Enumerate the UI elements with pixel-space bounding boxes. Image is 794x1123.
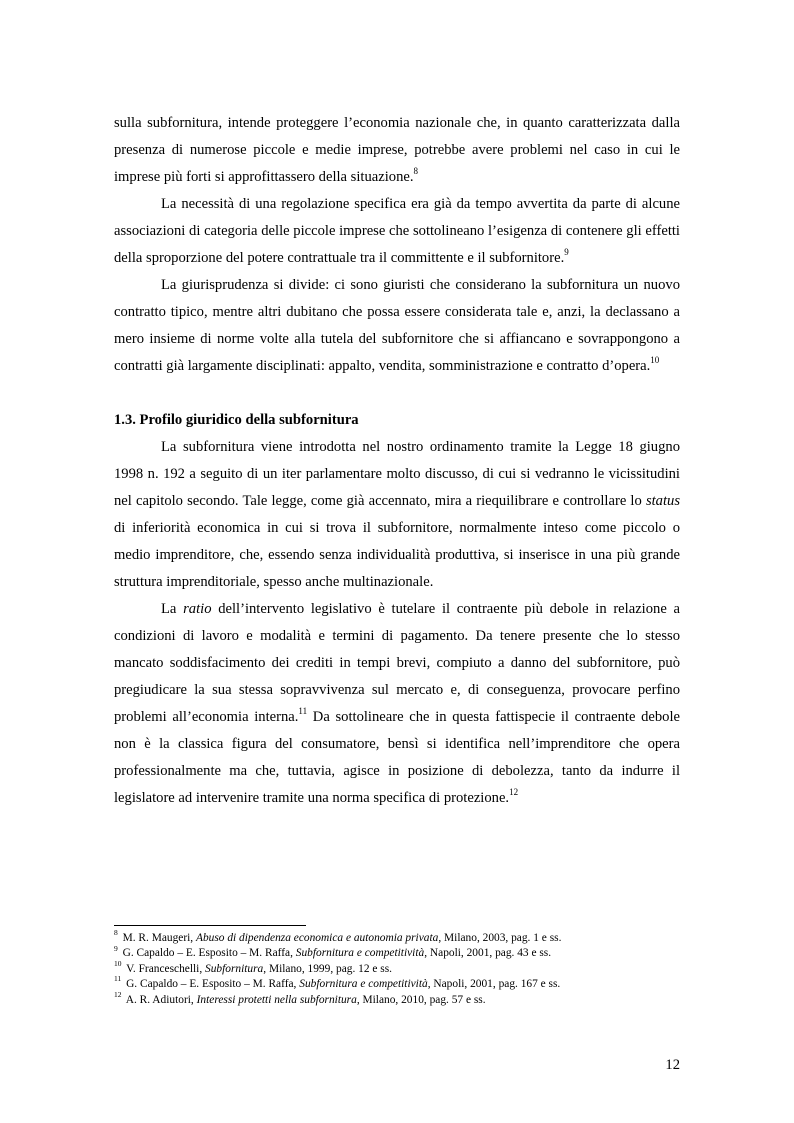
footnote: $^8$ M. R. Maugeri, Abuso di dipendenza economica e autonomia privata, Milano, 2003, pag. 1 e ss. xyxy=(114,928,562,944)
footnote-separator xyxy=(114,925,306,926)
footnote: $^9$ G. Capaldo – E. Esposito – M. Raffa, Subfornitura e competitività, Napoli, 2001, pag. 43 e ss. xyxy=(114,943,552,960)
page-number: 12 xyxy=(665,1057,680,1073)
footnote-ref: 8 xyxy=(413,166,418,177)
footnote: $^{12}$ A. R. Adiutori, Interessi protetti nella subfornitura, Milano, 2010, pag. 57 e ss. xyxy=(114,989,486,1006)
footnote-ref: 10 xyxy=(650,355,660,366)
footnote-ref: 11 xyxy=(298,706,308,717)
footnote-ref: 12 xyxy=(509,787,519,798)
paragraph-continued: sulla subfornitura, intende proteggere l’economia nazionale che, in quanto caratterizzata dalla presenza di numerose piccole e medie imprese, potrebbe avere problemi nel caso in cui le imprese più forti si approfittassero della situazione.$^8$ xyxy=(114,115,680,185)
main-body-text xyxy=(114,110,680,812)
footnote-ref: 9 xyxy=(564,247,569,258)
footnote: $^{11}$ G. Capaldo – E. Esposito – M. Raffa, Subfornitura e competitività, Napoli, 2001, pag. 167 e ss. xyxy=(114,974,561,991)
paragraph: La giurisprudenza si divide: ci sono giuristi che considerano la subfornitura un nuovo contratto tipico, mentre altri dubitano che possa essere considerata tale e, anzi, la declassano a mero insieme di norme volte alla tutela del subfornitore che si affiancano e sovrappongono a contratti già largamente disciplinati: appalto, vendita, somministrazione e contratto d’opera.$^{10}$ xyxy=(114,277,680,374)
footnotes xyxy=(114,928,680,1008)
footnote: $^{10}$ V. Franceschelli, Subfornitura, Milano, 1999, pag. 12 e ss. xyxy=(114,959,393,975)
section-heading: 1.3. Profilo giuridico della subfornitura xyxy=(114,412,359,428)
paragraph: La ratio dell’intervento legislativo è tutelare il contraente più debole in relazione a condizioni di lavoro e modalità e termini di pagamento. Da tenere presente che lo stesso mancato soddisfacimento dei crediti in tempi brevi, compiuto a danno del subfornitore, può pregiudicare la sua stessa sopravvivenza sul mercato e, di conseguenza, provocare perfino problemi all’economia interna.$^{11}$ Da sottolineare che in questa fattispecie il contraente debole non è la classica figura del consumatore, bensì si identifica nell’imprenditore che opera professionalmente ma che, tuttavia, agisce in posizione di debolezza, tanto da indurre il legislatore ad intervenire tramite una norma specifica di protezione.$^{12}$ xyxy=(114,601,681,806)
paragraph: La subfornitura viene introdotta nel nostro ordinamento tramite la Legge 18 giugno 1998 n. 192 a seguito di un iter parlamentare molto discusso, di cui si vedranno le vicissitudini nel capitolo secondo. Tale legge, come già accennato, mira a riequilibrare e controllare lo status di inferiorità economica in cui si trova il subfornitore, normalmente inteso come piccolo o medio imprenditore, che, essendo senza individualità produttiva, si inserisce in una più grande struttura imprenditoriale, spesso anche multinazionale. xyxy=(114,439,680,590)
paragraph: La necessità di una regolazione specifica era già da tempo avvertita da parte di alcune associazioni di categoria delle piccole imprese che sottolineano l’esigenza di contenere gli effetti della sproporzione del potere contrattuale tra il committente e il subfornitore.$^9$ xyxy=(114,196,680,266)
